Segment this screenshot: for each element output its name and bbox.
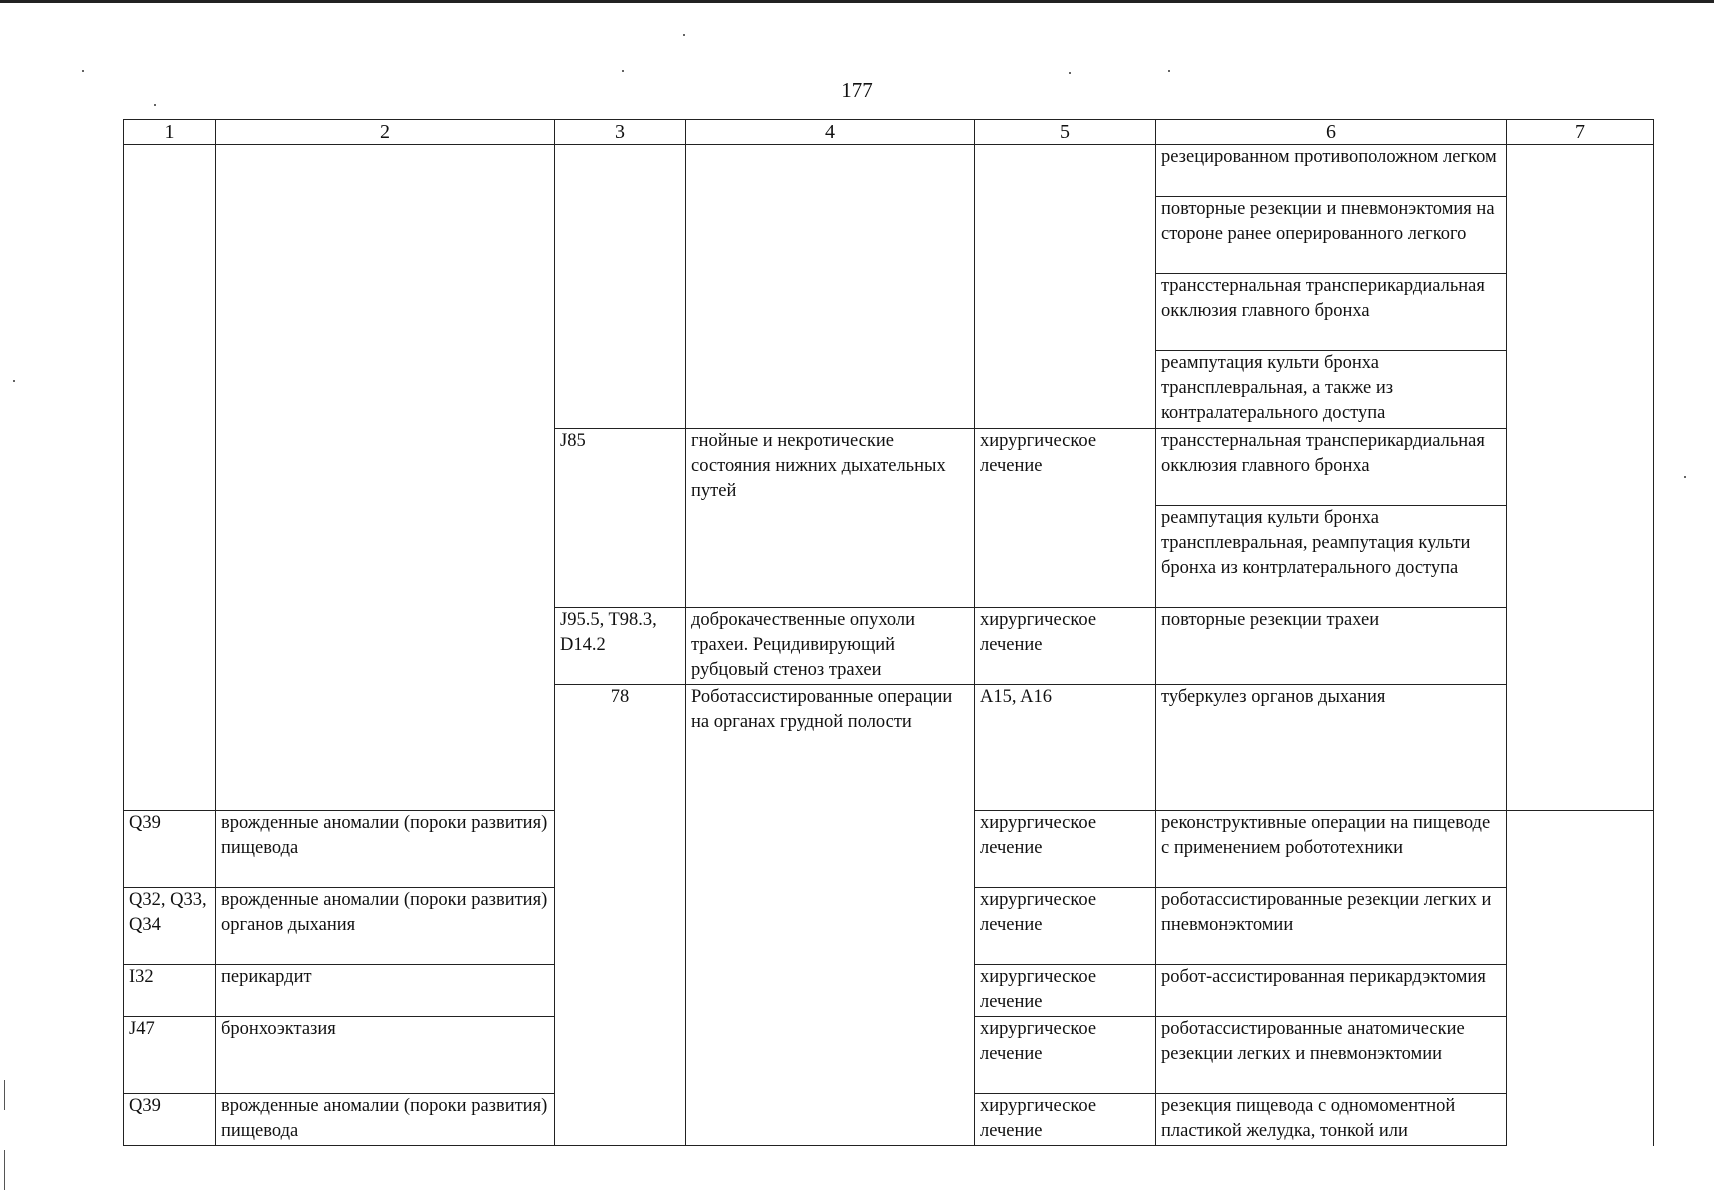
cost-cell — [1507, 145, 1654, 811]
method-cell: роботассистированные резекции легких и пневмонэктомии — [1156, 888, 1507, 965]
method-cell: реампутация культи бронха трансплевральная, а также из контралатерального доступа — [1156, 351, 1507, 429]
column-header: 6 — [1156, 120, 1507, 145]
diagnosis-cell: бронхоэктазия — [216, 1017, 555, 1094]
code-cell: Q39 — [124, 1094, 216, 1146]
treatment-cell: хирургическое лечение — [975, 811, 1156, 888]
table-row — [124, 145, 1654, 197]
method-cell: резецированном противоположном легком — [1156, 145, 1507, 197]
scan-speck — [1069, 72, 1071, 74]
column-header-row — [124, 120, 1654, 145]
method-cell: реампутация культи бронха трансплевральная, реампутация культи бронха из контрлатерального доступа — [1156, 506, 1507, 608]
scan-speck — [154, 104, 156, 106]
diagnosis-cell — [686, 145, 975, 429]
scan-speck — [82, 70, 84, 72]
code-cell: Q39 — [124, 811, 216, 888]
treatment-cell: хирургическое лечение — [975, 965, 1156, 1017]
column-header: 7 — [1507, 120, 1654, 145]
diagnosis-cell: врожденные аномалии (пороки развития) пищевода — [216, 1094, 555, 1146]
edge-mark — [4, 1150, 5, 1190]
code-cell: Q32, Q33, Q34 — [124, 888, 216, 965]
method-cell: трансстернальная трансперикардиальная окклюзия главного бронха — [1156, 274, 1507, 351]
group-name-cell — [216, 145, 555, 811]
scan-speck — [622, 70, 624, 72]
code-cell — [555, 145, 686, 429]
diagnosis-cell: перикардит — [216, 965, 555, 1017]
method-cell: трансстернальная трансперикардиальная окклюзия главного бронха — [1156, 429, 1507, 506]
page-number: 177 — [841, 78, 873, 102]
code-cell: I32 — [124, 965, 216, 1017]
method-cell: повторные резекции трахеи — [1156, 608, 1507, 685]
method-cell: повторные резекции и пневмонэктомия на стороне ранее оперированного легкого — [1156, 197, 1507, 274]
group-number-cell — [124, 145, 216, 811]
code-cell: J47 — [124, 1017, 216, 1094]
top-border — [0, 0, 1714, 3]
diagnosis-cell: врожденные аномалии (пороки развития) органов дыхания — [216, 888, 555, 965]
treatment-cell: хирургическое лечение — [975, 429, 1156, 608]
column-header: 3 — [555, 120, 686, 145]
column-header: 2 — [216, 120, 555, 145]
treatment-cell: хирургическое лечение — [975, 608, 1156, 685]
code-cell: J95.5, T98.3, D14.2 — [555, 608, 686, 685]
treatment-cell: хирургическое лечение — [975, 1017, 1156, 1094]
scan-speck — [1168, 70, 1170, 72]
procedures-table — [123, 119, 1654, 1146]
scan-speck — [683, 34, 685, 36]
diagnosis-cell: врожденные аномалии (пороки развития) пищевода — [216, 811, 555, 888]
code-cell: A15, A16 — [975, 685, 1156, 811]
column-header: 5 — [975, 120, 1156, 145]
method-cell: реконструктивные операции на пищеводе с применением робототехники — [1156, 811, 1507, 888]
diagnosis-cell: доброкачественные опухоли трахеи. Рецидивирующий рубцовый стеноз трахеи — [686, 608, 975, 685]
method-cell: резекция пищевода с одномоментной пластикой желудка, тонкой или — [1156, 1094, 1507, 1146]
treatment-cell — [975, 145, 1156, 429]
diagnosis-cell: гнойные и некротические состояния нижних дыхательных путей — [686, 429, 975, 608]
scan-speck — [1684, 476, 1686, 478]
group-name-cell: Роботассистированные операции на органах грудной полости — [686, 685, 975, 1146]
method-cell: роботассистированные анатомические резекции легких и пневмонэктомии — [1156, 1017, 1507, 1094]
treatment-cell: хирургическое лечение — [975, 888, 1156, 965]
column-header: 4 — [686, 120, 975, 145]
code-cell: J85 — [555, 429, 686, 608]
column-header: 1 — [124, 120, 216, 145]
diagnosis-cell: туберкулез органов дыхания — [1156, 685, 1507, 811]
edge-mark — [4, 1080, 5, 1110]
group-number-cell: 78 — [555, 685, 686, 1146]
scan-speck — [13, 380, 15, 382]
treatment-cell: хирургическое лечение — [975, 1094, 1156, 1146]
method-cell: робот-ассистированная перикардэктомия — [1156, 965, 1507, 1017]
